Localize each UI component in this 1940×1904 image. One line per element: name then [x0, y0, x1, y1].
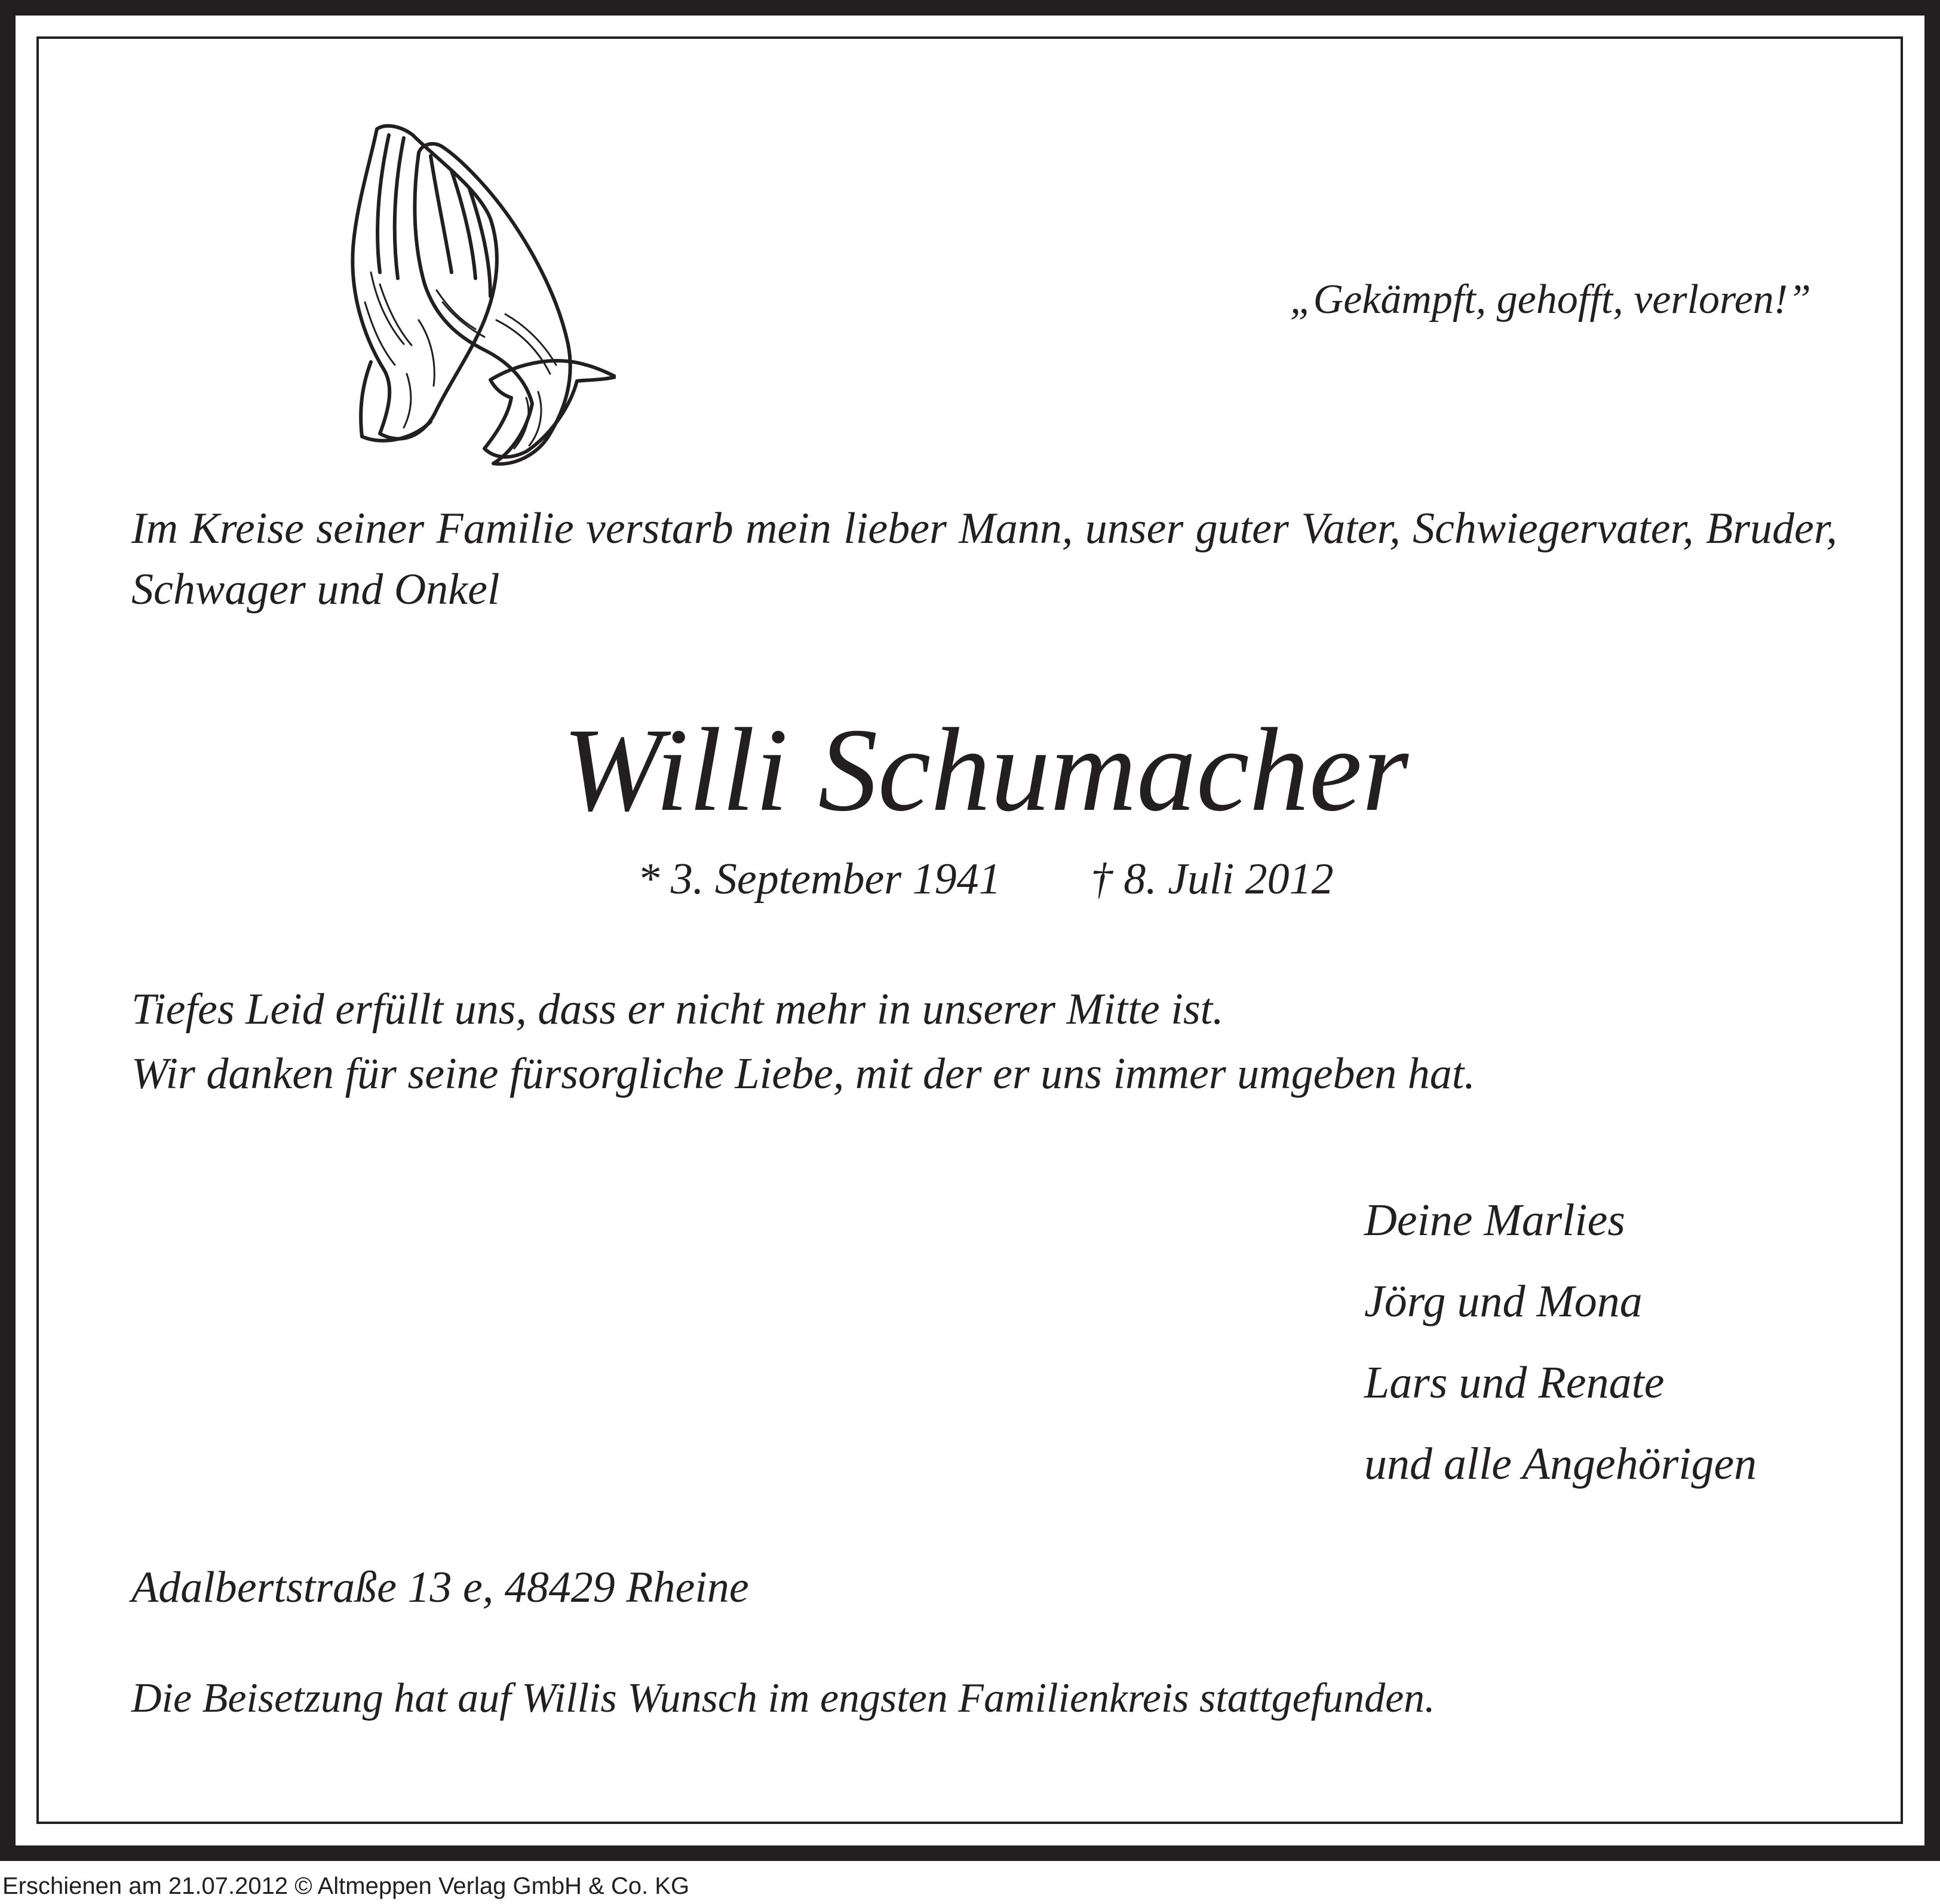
- family-member: Jörg und Mona: [1364, 1276, 1643, 1326]
- death-date: † 8. Juli 2012: [1090, 855, 1334, 904]
- notice-panel: [16, 16, 1924, 1845]
- burial-note: Die Beisetzung hat auf Willis Wunsch im engsten Familienkreis stattgefunden.: [131, 1675, 1435, 1721]
- address: Adalbertstraße 13 e, 48429 Rheine: [131, 1563, 749, 1612]
- praying-hands-icon: [347, 123, 616, 466]
- family-member: Lars und Renate: [1364, 1358, 1665, 1408]
- family-member: Deine Marlies: [1364, 1195, 1625, 1245]
- publication-credit: Erschienen am 21.07.2012 © Altmeppen Verlag GmbH & Co. KG: [2, 1873, 690, 1899]
- deceased-name: Willi Schumacher: [562, 704, 1409, 836]
- birth-date: * 3. September 1941: [637, 855, 1001, 904]
- mourning-line-2: Wir danken für seine fürsorgliche Liebe, mit der er uns immer umgeben hat.: [131, 1049, 1475, 1098]
- mourning-line-1: Tiefes Leid erfüllt uns, dass er nicht mehr in unserer Mitte ist.: [131, 985, 1224, 1034]
- family-member: und alle Angehörigen: [1364, 1439, 1757, 1489]
- motto-quote: „Gekämpft, gehofft, verloren!”: [1290, 277, 1811, 323]
- life-dates: [16, 854, 1940, 905]
- intro-text: Im Kreise seiner Familie verstarb mein lieber Mann, unser guter Vater, Schwiegervater, Bruder, Schwager und Onkel: [131, 504, 1837, 614]
